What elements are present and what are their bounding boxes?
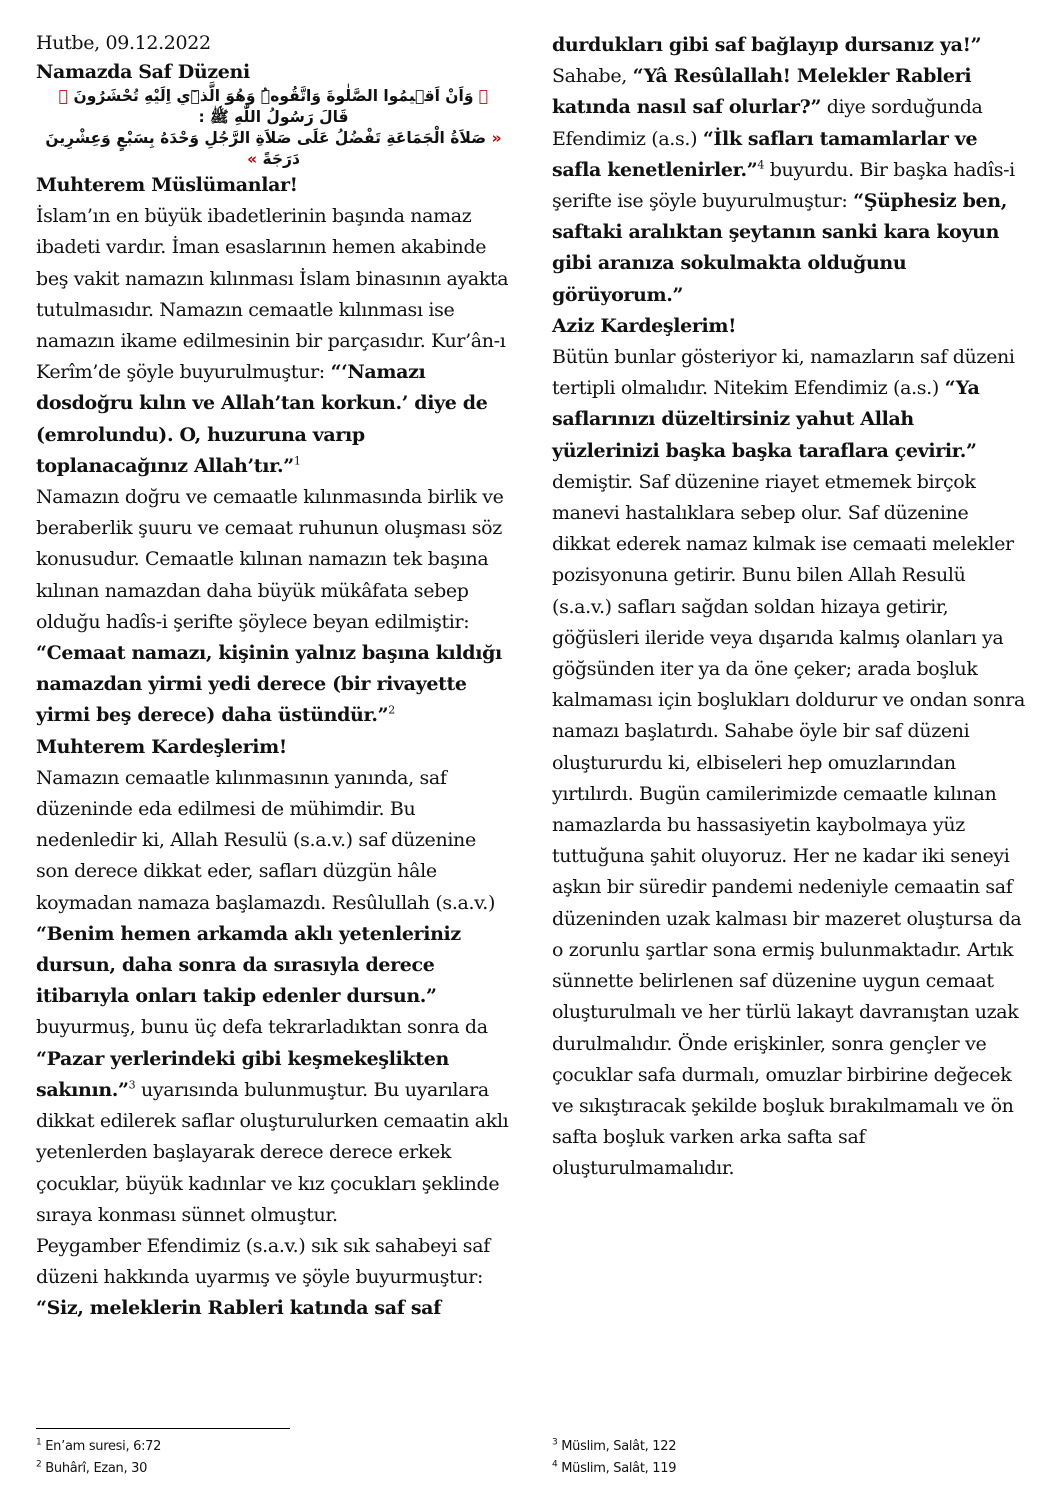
footnotes-right bbox=[552, 1436, 676, 1480]
footnote-number: 1 bbox=[36, 1437, 42, 1448]
paragraph-text: diye sorduğunda Efendimiz (a.s.) bbox=[552, 96, 983, 150]
footnote-text: Müslim, Salât, 119 bbox=[557, 1461, 677, 1476]
quran-quote: “‘Namazı dosdoğru kılın ve Allah’tan korkun.’ diye de (emrolundu). O, huzuruna varıp toplanacağınız Allah’tır.” bbox=[36, 361, 488, 477]
paragraph-text: buyurmuş, bunu üç defa tekrarladıktan sonra da bbox=[36, 1016, 488, 1039]
hadith-quote: “Şüphesiz ben, saftaki aralıktan şeytanın sanki kara koyun gibi aranıza sokulmakta olduğunu görüyorum.” bbox=[552, 190, 1007, 306]
footnote-number: 2 bbox=[36, 1459, 42, 1470]
footnote-ref-3[interactable]: 3 bbox=[128, 1078, 136, 1092]
hadith-quote: “Ya saflarınızı düzeltirsiniz yahut Allah yüzlerinizi başka başka taraflara çevirir.” bbox=[552, 377, 980, 462]
verse-bracket-close: ﴾ bbox=[58, 87, 69, 105]
footnote-item bbox=[36, 1436, 161, 1458]
page-title: Namazda Saf Düzeni bbox=[36, 61, 250, 83]
paragraph bbox=[552, 342, 1027, 1184]
verse-text: وَاَنْ اَق۪يمُوا الصَّلٰوةَ وَاتَّقُوهُۜ وَهُوَ الَّذ۪ٓي اِلَيْهِ تُحْشَرُونَ bbox=[68, 87, 479, 105]
hadith-quote: “Pazar yerlerindeki gibi keşmekeşlikten sakının.” bbox=[36, 1047, 449, 1101]
arabic-verse bbox=[36, 86, 511, 107]
paragraph bbox=[36, 763, 511, 1231]
paragraph-text: Namazın doğru ve cemaatle kılınmasında birlik ve beraberlik şuuru ve cemaat ruhunun oluşması söz konusudur. Cemaatle kılınan namazın tek başına kılınan namazdan daha büyük mükâfata sebep olduğu hadîs-i şerifte şöylece beyan edilmiştir: bbox=[36, 486, 504, 633]
right-column bbox=[552, 30, 1027, 1185]
footnote-item bbox=[552, 1458, 676, 1480]
hadith-quote: “Yâ Resûlallah! Melekler Rableri katında nasıl saf olurlar?” bbox=[552, 65, 972, 119]
paragraph-text: Bütün bunlar gösteriyor ki, namazların saf düzeni tertipli olmalıdır. Nitekim Efendimiz (a.s.) bbox=[552, 346, 1015, 400]
paragraph-text: İslam’ın en büyük ibadetlerinin başında namaz ibadeti vardır. İman esaslarının hemen akabinde beş vakit namazın kılınması İslam binasının ayakta tutulmasıdır. Namazın cemaatle kılınması ise namazın ikame edilmesinin bir parçasıdır. Kur’ân-ı Kerîm’de şöyle buyurulmuştur: bbox=[36, 205, 509, 384]
section-heading: Muhterem Kardeşlerim! bbox=[36, 735, 287, 758]
arabic-block bbox=[36, 86, 511, 170]
hadith-quote: “Cemaat namazı, kişinin yalnız başına kıldığı namazdan yirmi yedi derece (bir rivayette yirmi beş derece) daha üstündür.” bbox=[36, 642, 502, 727]
footnote-item bbox=[36, 1458, 161, 1480]
footnote-text: Müslim, Salât, 122 bbox=[557, 1439, 677, 1454]
footnote-divider bbox=[36, 1428, 290, 1429]
paragraph bbox=[36, 201, 511, 482]
paragraph-text: Namazın cemaatle kılınmasının yanında, saf düzeninde eda edilmesi de mühimdir. Bu nedenledir ki, Allah Resulü (s.a.v.) saf düzenine son derece dikkat eder, safları düzgün hâle koymadan namaza başlamazdı. Resûlullah (s.a.v.) bbox=[36, 766, 496, 914]
section-heading: Aziz Kardeşlerim! bbox=[552, 314, 737, 337]
paragraph-text: demiştir. Saf düzenine riayet etmemek birçok manevi hastalıklara sebep olur. Saf düzenine dikkat ederek namaz kılmak ise cemaati melekler pozisyonuna getirir. Bunu bilen Allah Resulü (s.a.v.) safları sağdan soldan hizaya getirir, göğüsleri ileride veya dışarıda kalmış olanları ya göğsünden iter ya da öne çeker; arada boşluk kalmaması için boşlukları doldurur ve ondan sonra namazı başlatırdı. Sahabe öyle bir saf düzeni oluştururdu ki, elbiseleri hep omuzlarından yırtılırdı. Bugün camilerimizde cemaatle kılınan namazlarda bu hassasiyetin kaybolmaya yüz tuttuğuna şahit oluyoruz. Her ne kadar iki seneyi aşkın bir süredir pandemi nedeniyle cemaatin saf düzeninden uzak kalması bir mazeret oluştursa da o zorunlu şartlar sona ermiş bulunmaktadır. Artık sünnette belirlenen saf düzenine uygun cemaat oluşturulmalı ve her türlü lakayt davranıştan uzak durulmalıdır. Önde erişkinler, sonra gençler ve çocuklar safa durmalı, omuzlar birbirine değecek ve sıkıştıracak şekilde boşluk bırakılmamalı ve ön safta boşluk varken arka safta saf oluşturulmamalıdır. bbox=[552, 470, 1025, 1180]
paragraph-text: uyarısında bulunmuştur. Bu uyarılara dikkat edilerek saflar oluşturulurken cemaatin aklı yetenlerden başlayarak derece derece erkek çocuklar, büyük kadınlar ve kız çocukları şeklinde sıraya konması sünnet olmuştur. bbox=[36, 1078, 509, 1226]
hadith-text: صَلاَةُ الْجَمَاعَةِ تَفْضُلُ عَلَى صَلاَةِ الرَّجُلِ وَحْدَهُ بِسَبْعٍ وَعِشْرِينَ دَرَجَةً bbox=[45, 129, 492, 168]
left-column bbox=[36, 28, 511, 1325]
footnote-item bbox=[552, 1436, 676, 1458]
footnote-ref-4[interactable]: 4 bbox=[757, 158, 765, 172]
paragraph-text: buyurdu. Bir başka hadîs-i şerifte ise şöyle buyurulmuştur: bbox=[552, 158, 1015, 213]
arabic-attribution: قَالَ رَسُولُ اللّٰهِ ﷺ : bbox=[198, 108, 349, 126]
hadith-quote: durdukları gibi saf bağlayıp dursanız ya!” bbox=[552, 34, 982, 56]
paragraph-text: Peygamber Efendimiz (s.a.v.) sık sık sahabeyi saf düzeni hakkında uyarmış ve şöyle buyurmuştur: bbox=[36, 1234, 490, 1289]
sermon-date: Hutbe, 09.12.2022 bbox=[36, 32, 211, 54]
hadith-quote: “Siz, meleklerin Rableri katında saf saf bbox=[36, 1297, 441, 1320]
footnote-number: 4 bbox=[552, 1459, 558, 1470]
footnotes-left bbox=[36, 1436, 161, 1480]
hadith-quote: “Benim hemen arkamda aklı yetenleriniz dursun, daha sonra da sırasıyla derece itibarıyla onları takip edenler dursun.” bbox=[36, 922, 461, 1008]
paragraph bbox=[552, 30, 1027, 311]
arabic-hadith bbox=[36, 128, 511, 170]
hadith-quote: “İlk safları tamamlarlar ve safla kenetlenirler.” bbox=[552, 127, 978, 181]
hadith-quote-open: « bbox=[491, 129, 502, 147]
paragraph bbox=[36, 482, 511, 732]
footnote-ref-1[interactable]: 1 bbox=[293, 454, 301, 468]
footnote-ref-2[interactable]: 2 bbox=[388, 704, 395, 718]
footnote-text: Buhârî, Ezan, 30 bbox=[41, 1461, 148, 1476]
section-heading: Muhterem Müslümanlar! bbox=[36, 174, 298, 196]
footnote-text: En’am suresi, 6:72 bbox=[41, 1439, 162, 1454]
paragraph bbox=[36, 1231, 511, 1325]
paragraph-text: Sahabe, bbox=[552, 65, 633, 88]
footnote-number: 3 bbox=[552, 1437, 558, 1448]
hadith-quote-close: » bbox=[247, 150, 258, 168]
verse-bracket-open: ﴿ bbox=[478, 87, 489, 105]
